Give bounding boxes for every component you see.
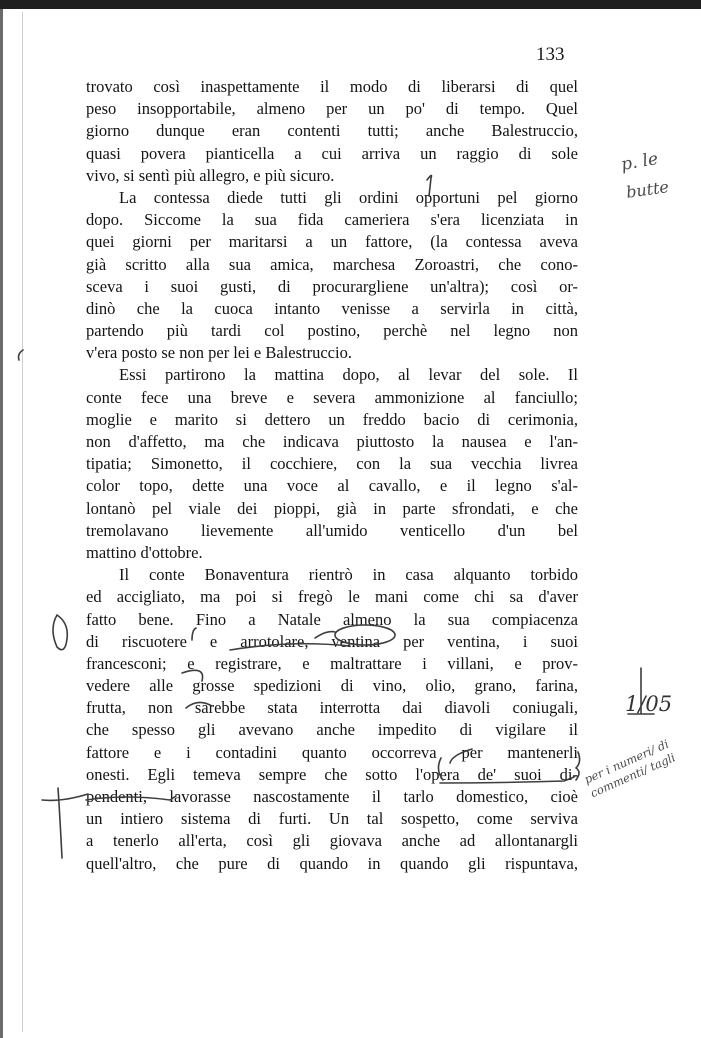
paragraph-start-line: La contessa diede tutti gli ordini opportuni pel giorno: [119, 187, 578, 207]
text-line: vedere alle grosse spedizioni di vino, olio, grano, farina,: [86, 676, 578, 696]
text-line: v'era posto se non per lei e Balestruccio.: [86, 343, 352, 363]
text-line: tremolavano lievemente all'umido venticello d'un bel: [86, 520, 578, 540]
paragraph-start-line: Il conte Bonaventura rientrò in casa alquanto torbido: [119, 565, 578, 585]
text-line: di riscuotere e arrotolare, ventina per ventina, i suoi: [86, 631, 578, 651]
margin-note-handwritten: butte: [624, 177, 670, 202]
margin-note-handwritten: p. le: [619, 148, 660, 176]
text-line: peso insopportabile, almeno per un po' di tempo. Quel: [86, 99, 578, 119]
text-line: quasi povera pianticella a cui arriva un raggio di sole: [86, 143, 578, 163]
margin-note-handwritten: 1/05: [625, 692, 673, 716]
text-line: onesti. Egli temeva sempre che sotto l'opera de' suoi di-: [86, 764, 578, 784]
text-line: che spesso gli avevano anche impedito di vigilare il: [86, 720, 578, 740]
margin-note-handwritten: per i numeri/ di commenti/ tagli: [582, 736, 678, 801]
text-line: sceva i suoi gusti, di procurargliene un'altra); così or-: [86, 276, 578, 296]
text-line: dopo. Siccome la sua fida cameriera s'era licenziata in: [86, 210, 578, 230]
text-line: quell'altro, che pure di quando in quando gli rispuntava,: [86, 853, 578, 873]
text-line: già scritto alla sua amica, marchesa Zoroastri, che cono-: [86, 254, 578, 274]
text-line: non d'affetto, ma che indicava piuttosto la nausea e l'an-: [86, 432, 578, 451]
text-line: a tenerlo all'erta, così gli giovava anche ad allontanargli: [86, 831, 578, 851]
text-line: mattino d'ottobre.: [86, 542, 203, 562]
body-text: [86, 76, 578, 875]
text-line: trovato così inaspettamente il modo di liberarsi di quel: [86, 77, 578, 96]
text-line: pendenti, lavorasse nascostamente il tarlo domestico, cioè: [86, 787, 578, 806]
text-line: moglie e marito si dettero un freddo bacio di cerimonia,: [86, 409, 578, 429]
text-line: fattore e i contadini quanto occorreva per mantenerli: [86, 742, 578, 762]
margin-loop-mark: [53, 615, 67, 650]
text-line: conte fece una breve e severa ammonizione al fanciullo;: [86, 387, 578, 407]
page-fold-line: [22, 12, 23, 1032]
text-line: frutta, non sarebbe stata interrotta dai diavoli coniugali,: [86, 698, 578, 718]
text-line: color topo, dette una voce al cavallo, e il legno s'al-: [86, 476, 578, 496]
margin-cross-mark: [42, 788, 88, 858]
text-line: un intiero sistema di furti. Un tal sospetto, come serviva: [86, 809, 578, 829]
text-line: quei giorni per maritarsi a un fattore, (la contessa aveva: [86, 232, 578, 252]
text-line: giorno dunque eran contenti tutti; anche Balestruccio,: [86, 121, 578, 141]
paragraph-start-line: Essi partirono la mattina dopo, al levar del sole. Il: [119, 365, 578, 385]
page-number: 133: [536, 44, 565, 65]
text-line: dinò che la cuoca intanto venisse a servirla in città,: [86, 298, 578, 318]
text-line: francesconi; e registrare, e maltrattare i villani, e prov-: [86, 653, 578, 673]
text-line: tipatia; Simonetto, il cocchiere, con la sua vecchia livrea: [86, 454, 578, 474]
text-line: lontanò pel viale dei pioppi, già in parte sfrondati, e che: [86, 498, 578, 518]
text-line: vivo, si sentì più allegro, e più sicuro.: [86, 165, 335, 185]
text-line: fatto bene. Fino a Natale almeno la sua compiacenza: [86, 609, 578, 629]
scan-top-border: [0, 0, 701, 9]
scan-left-edge: [0, 9, 3, 1038]
text-line: partendo più tardi col postino, perchè nel legno non: [86, 321, 578, 341]
text-line: ed accigliato, ma poi si fregò le mani come chi sa d'aver: [86, 587, 578, 607]
